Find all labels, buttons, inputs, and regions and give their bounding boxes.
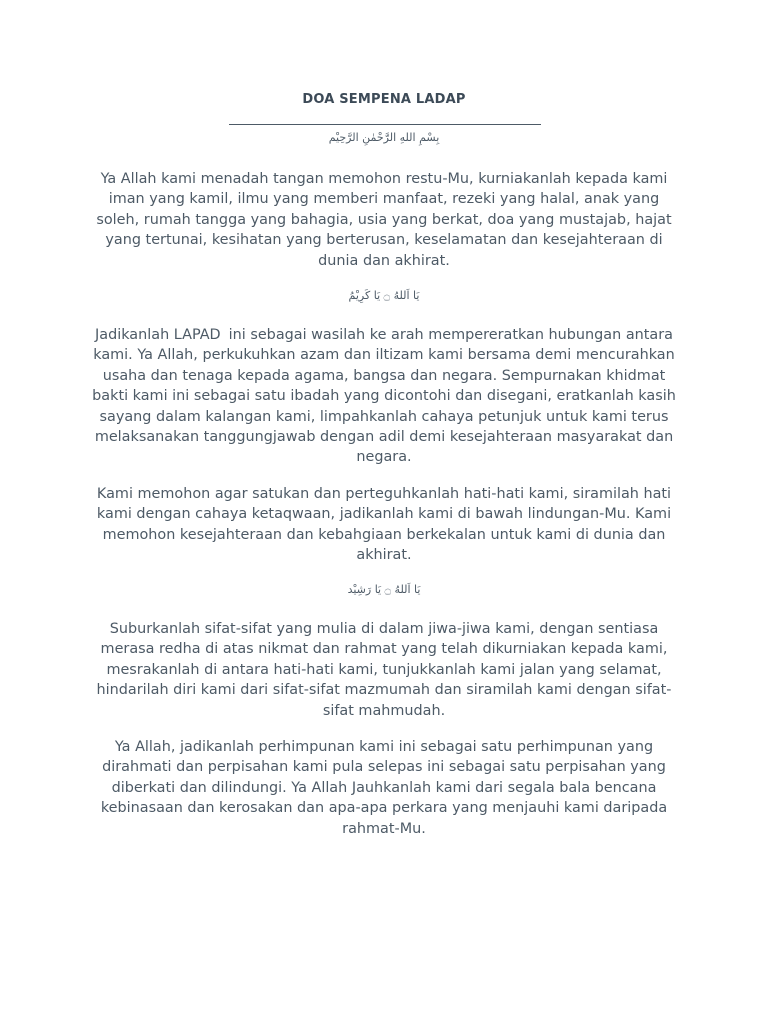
basmalah-text: بِسْمِ اللهِ الرَّحْمٰنِ الرَّحِيْم: [328, 131, 440, 144]
paragraph-3: Kami memohon agar satukan dan perteguhkanlah hati-hati kami, siramilah hati kami dengan cahaya ketaqwaan, jadikanlah kami di bawah lindungan-Mu. Kami memohon kesejahteraan dan kebahgiaan berkekalan untuk kami di dunia dan akhirat.: [96, 486, 672, 564]
title-underline: [229, 124, 541, 125]
paragraph-5: Ya Allah, jadikanlah perhimpunan kami ini sebagai satu perhimpunan yang dirahmati dan perpisahan kami pula selepas ini sebagai satu perpisahan yang diberkati dan dilindungi. Ya Allah Jauhkanlah kami dari segala bala bencana kebinasaan dan kerosakan dan apa-apa perkara yang menjauhi kami daripada rahmat-Mu.: [100, 739, 668, 837]
invocation-2: يَا اَللهُ ۝ يَا رَشِيْد: [347, 583, 421, 596]
paragraph-1: Ya Allah kami menadah tangan memohon restu-Mu, kurniakanlah kepada kami iman yang kamil, ilmu yang memberi manfaat, rezeki yang halal, anak yang soleh, rumah tangga yang bahagia, usia yang berkat, doa yang mustajab, hajat yang tertunai, kesihatan yang berterusan, keselamatan dan kesejahteraan di dunia dan akhirat.: [96, 171, 672, 269]
paragraph-4: Suburkanlah sifat-sifat yang mulia di dalam jiwa-jiwa kami, dengan sentiasa merasa redha di atas nikmat dan rahmat yang telah dikurniakan kepada kami, mesrakanlah di antara hati-hati kami, tunjukkanlah kami jalan yang selamat, hindarilah diri kami dari sifat-sifat mazmumah dan siramilah kami dengan sifat-sifat mahmudah.: [96, 621, 672, 719]
paragraph-2-prefix: Jadikanlah LAPAD: [95, 327, 221, 343]
document-title: DOA SEMPENA LADAP: [302, 92, 466, 107]
paragraph-2-suffix: ini sebagai wasilah ke arah mempereratkan hubungan antara kami. Ya Allah, perkukuhkan azam dan iltizam kami bersama demi mencurahkan usaha dan tenaga kepada agama, bangsa dan negara. Sempurnakan khidmat bakti kami ini sebagai satu ibadah yang dicontohi dan disegani, eratkanlah kasih sayang dalam kalangan kami, limpahkanlah cahaya petunjuk untuk kami terus melaksanakan tanggungjawab dengan adil demi kesejahteraan masyarakat dan negara.: [92, 327, 676, 466]
invocation-1: يَا اَللهُ ۝ يَا كَرِيْمُ: [348, 289, 420, 302]
paragraph-2: [92, 325, 676, 468]
